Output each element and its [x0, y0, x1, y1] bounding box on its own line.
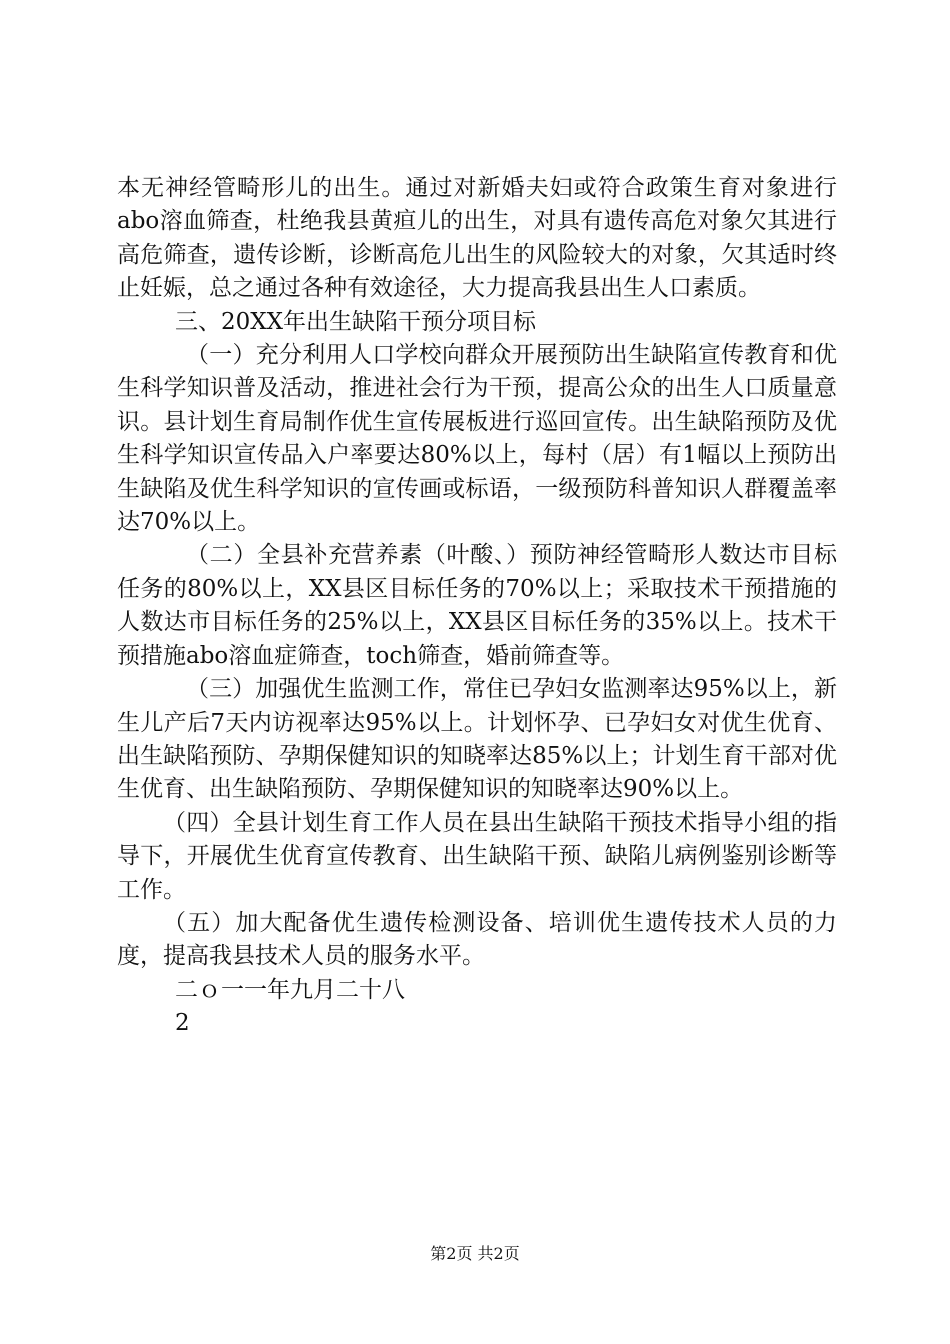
paragraph-intro: 本无神经管畸形儿的出生。通过对新婚夫妇或符合政策生育对象进行abo溶血筛查，杜绝我县黄疸儿的出生，对具有遗传高危对象欠其进行高危筛查，遗传诊断，诊断高危儿出生的风险较大的对象，欠其适时终止妊娠，总之通过各种有效途径，大力提高我县出生人口素质。: [117, 175, 837, 302]
paragraph-item-4: （四）全县计划生育工作人员在县出生缺陷干预技术指导小组的指导下，开展优生优育宣传教育、出生缺陷干预、缺陷儿病例鉴别诊断等工作。: [117, 809, 837, 903]
paragraph-item-2: （二）全县补充营养素（叶酸、）预防神经管畸形人数达市目标任务的80%以上，XX县区目标任务的70%以上；采取技术干预措施的人数达市目标任务的25%以上，XX县区目标任务的35%以上。技术干预措施abo溶血症筛查，toch筛查，婚前筛查等。: [117, 542, 837, 669]
section-heading: 三、20XX年出生缺陷干预分项目标: [175, 308, 537, 335]
paragraph-item-3: （三）加强优生监测工作，常住已孕妇女监测率达95%以上，新生儿产后7天内访视率达95%以上。计划怀孕、已孕妇女对优生优育、出生缺陷预防、孕期保健知识的知晓率达85%以上；计划生育干部对优生优育、出生缺陷预防、孕期保健知识的知晓率达90%以上。: [117, 676, 837, 803]
document-body: [117, 172, 837, 1041]
paragraph-item-5: （五）加大配备优生遗传检测设备、培训优生遗传技术人员的力度，提高我县技术人员的服务水平。: [117, 909, 837, 970]
page-footer: 第2页 共2页: [430, 1244, 520, 1263]
inline-page-number: 2: [175, 1010, 190, 1037]
document-date: 二ｏ一一年九月二十八: [175, 976, 405, 1003]
paragraph-item-1: （一）充分利用人口学校向群众开展预防出生缺陷宣传教育和优生科学知识普及活动，推进社会行为干预，提高公众的出生人口质量意识。县计划生育局制作优生宣传展板进行巡回宣传。出生缺陷预防及优生科学知识宣传品入户率要达80%以上，每村（居）有1幅以上预防出生缺陷及优生科学知识的宣传画或标语，一级预防科普知识人群覆盖率达70%以上。: [117, 342, 837, 536]
